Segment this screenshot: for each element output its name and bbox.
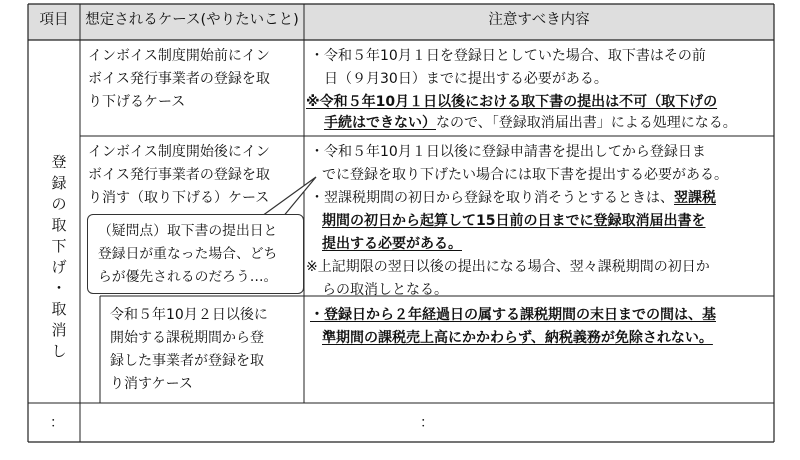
row2-note-line: らの取消しとなる。: [322, 282, 448, 298]
row2-note-line: でに登録を取り下げたい場合には取下書を提出する必要がある。: [322, 167, 728, 183]
row1-note-line: ・令和５年10月１日を登録日としていた場合、取下書はその前: [310, 48, 706, 64]
row2-note-plain: ・翌課税期間の初日から登録を取り消そうとするときは、: [310, 190, 674, 206]
item-label-char: 登: [51, 153, 67, 171]
row3-case-line: 録した事業者が登録を取: [110, 353, 264, 369]
row2-note-line: ・令和５年10月１日以後に登録申請書を提出してから登録日ま: [310, 144, 706, 160]
row1-note-bold: 手続はできない）: [324, 115, 436, 131]
item-label-char: 消: [51, 321, 67, 339]
header-item: 項目: [39, 12, 69, 28]
row3-case-line: り消すケース: [110, 376, 193, 392]
item-label-char: の: [51, 195, 67, 213]
callout-line: らが優先されるのだろう…。: [98, 269, 278, 285]
row2-case-line: り消す（取り下げる）ケース: [88, 190, 270, 206]
row2-case-line: ボイス発行事業者の登録を取: [88, 167, 270, 183]
row1-case-line: り下げるケース: [88, 94, 186, 110]
row3-case-line: 令和５年10月２日以後に: [110, 307, 268, 323]
row1-note-line: [324, 112, 737, 135]
item-label-char: 録: [51, 174, 67, 192]
callout-line: 登録日が重なった場合、どち: [98, 246, 278, 262]
item-label-char: げ: [51, 258, 67, 276]
question-callout: [87, 214, 304, 294]
row1-note-line: 日（９月30日）までに提出する必要がある。: [324, 71, 608, 87]
row1-case-line: ボイス発行事業者の登録を取: [88, 71, 270, 87]
continuation-mark: ：: [50, 415, 64, 431]
row3-case-line: 開始する課税期間から登: [110, 330, 264, 346]
row2-note-bold: 提出する必要がある。: [322, 236, 462, 252]
row1-note-bold: ※令和５年10月１日以後における取下書の提出は不可（取下げの: [306, 94, 718, 110]
row3-note-bold: ・登録日から２年経過日の属する課税期間の末日までの間は、基: [310, 307, 716, 323]
row2-note-bold: 翌課税: [674, 190, 716, 206]
item-label-char: し: [51, 342, 67, 360]
row2-note-bold: 期間の初日から起算して15日前の日までに登録取消届出書を: [322, 213, 706, 229]
item-label-char: ・: [51, 279, 67, 297]
continuation-mark: ：: [420, 415, 434, 431]
header-notes: 注意すべき内容: [488, 12, 590, 28]
callout-line: （疑問点）取下書の提出日と: [98, 223, 278, 239]
item-label-vertical: [47, 152, 71, 362]
header-case: 想定されるケース(やりたいこと): [85, 12, 299, 28]
row2-note-line: ※上記期限の翌日以後の提出になる場合、翌々課税期間の初日か: [306, 259, 710, 275]
row3-note-bold: 準期間の課税売上高にかかわらず、納税義務が免除されない。: [322, 330, 713, 346]
row1-case-line: インボイス制度開始前にイン: [88, 48, 270, 64]
item-label-char: 取: [51, 300, 67, 318]
item-label-char: 取: [51, 216, 67, 234]
item-label-char: 下: [51, 237, 67, 255]
row2-note-line: [310, 187, 716, 210]
row2-case-line: インボイス制度開始後にイン: [88, 144, 270, 160]
row1-note-rest: なので、「登録取消届出書」による処理になる。: [436, 115, 737, 131]
